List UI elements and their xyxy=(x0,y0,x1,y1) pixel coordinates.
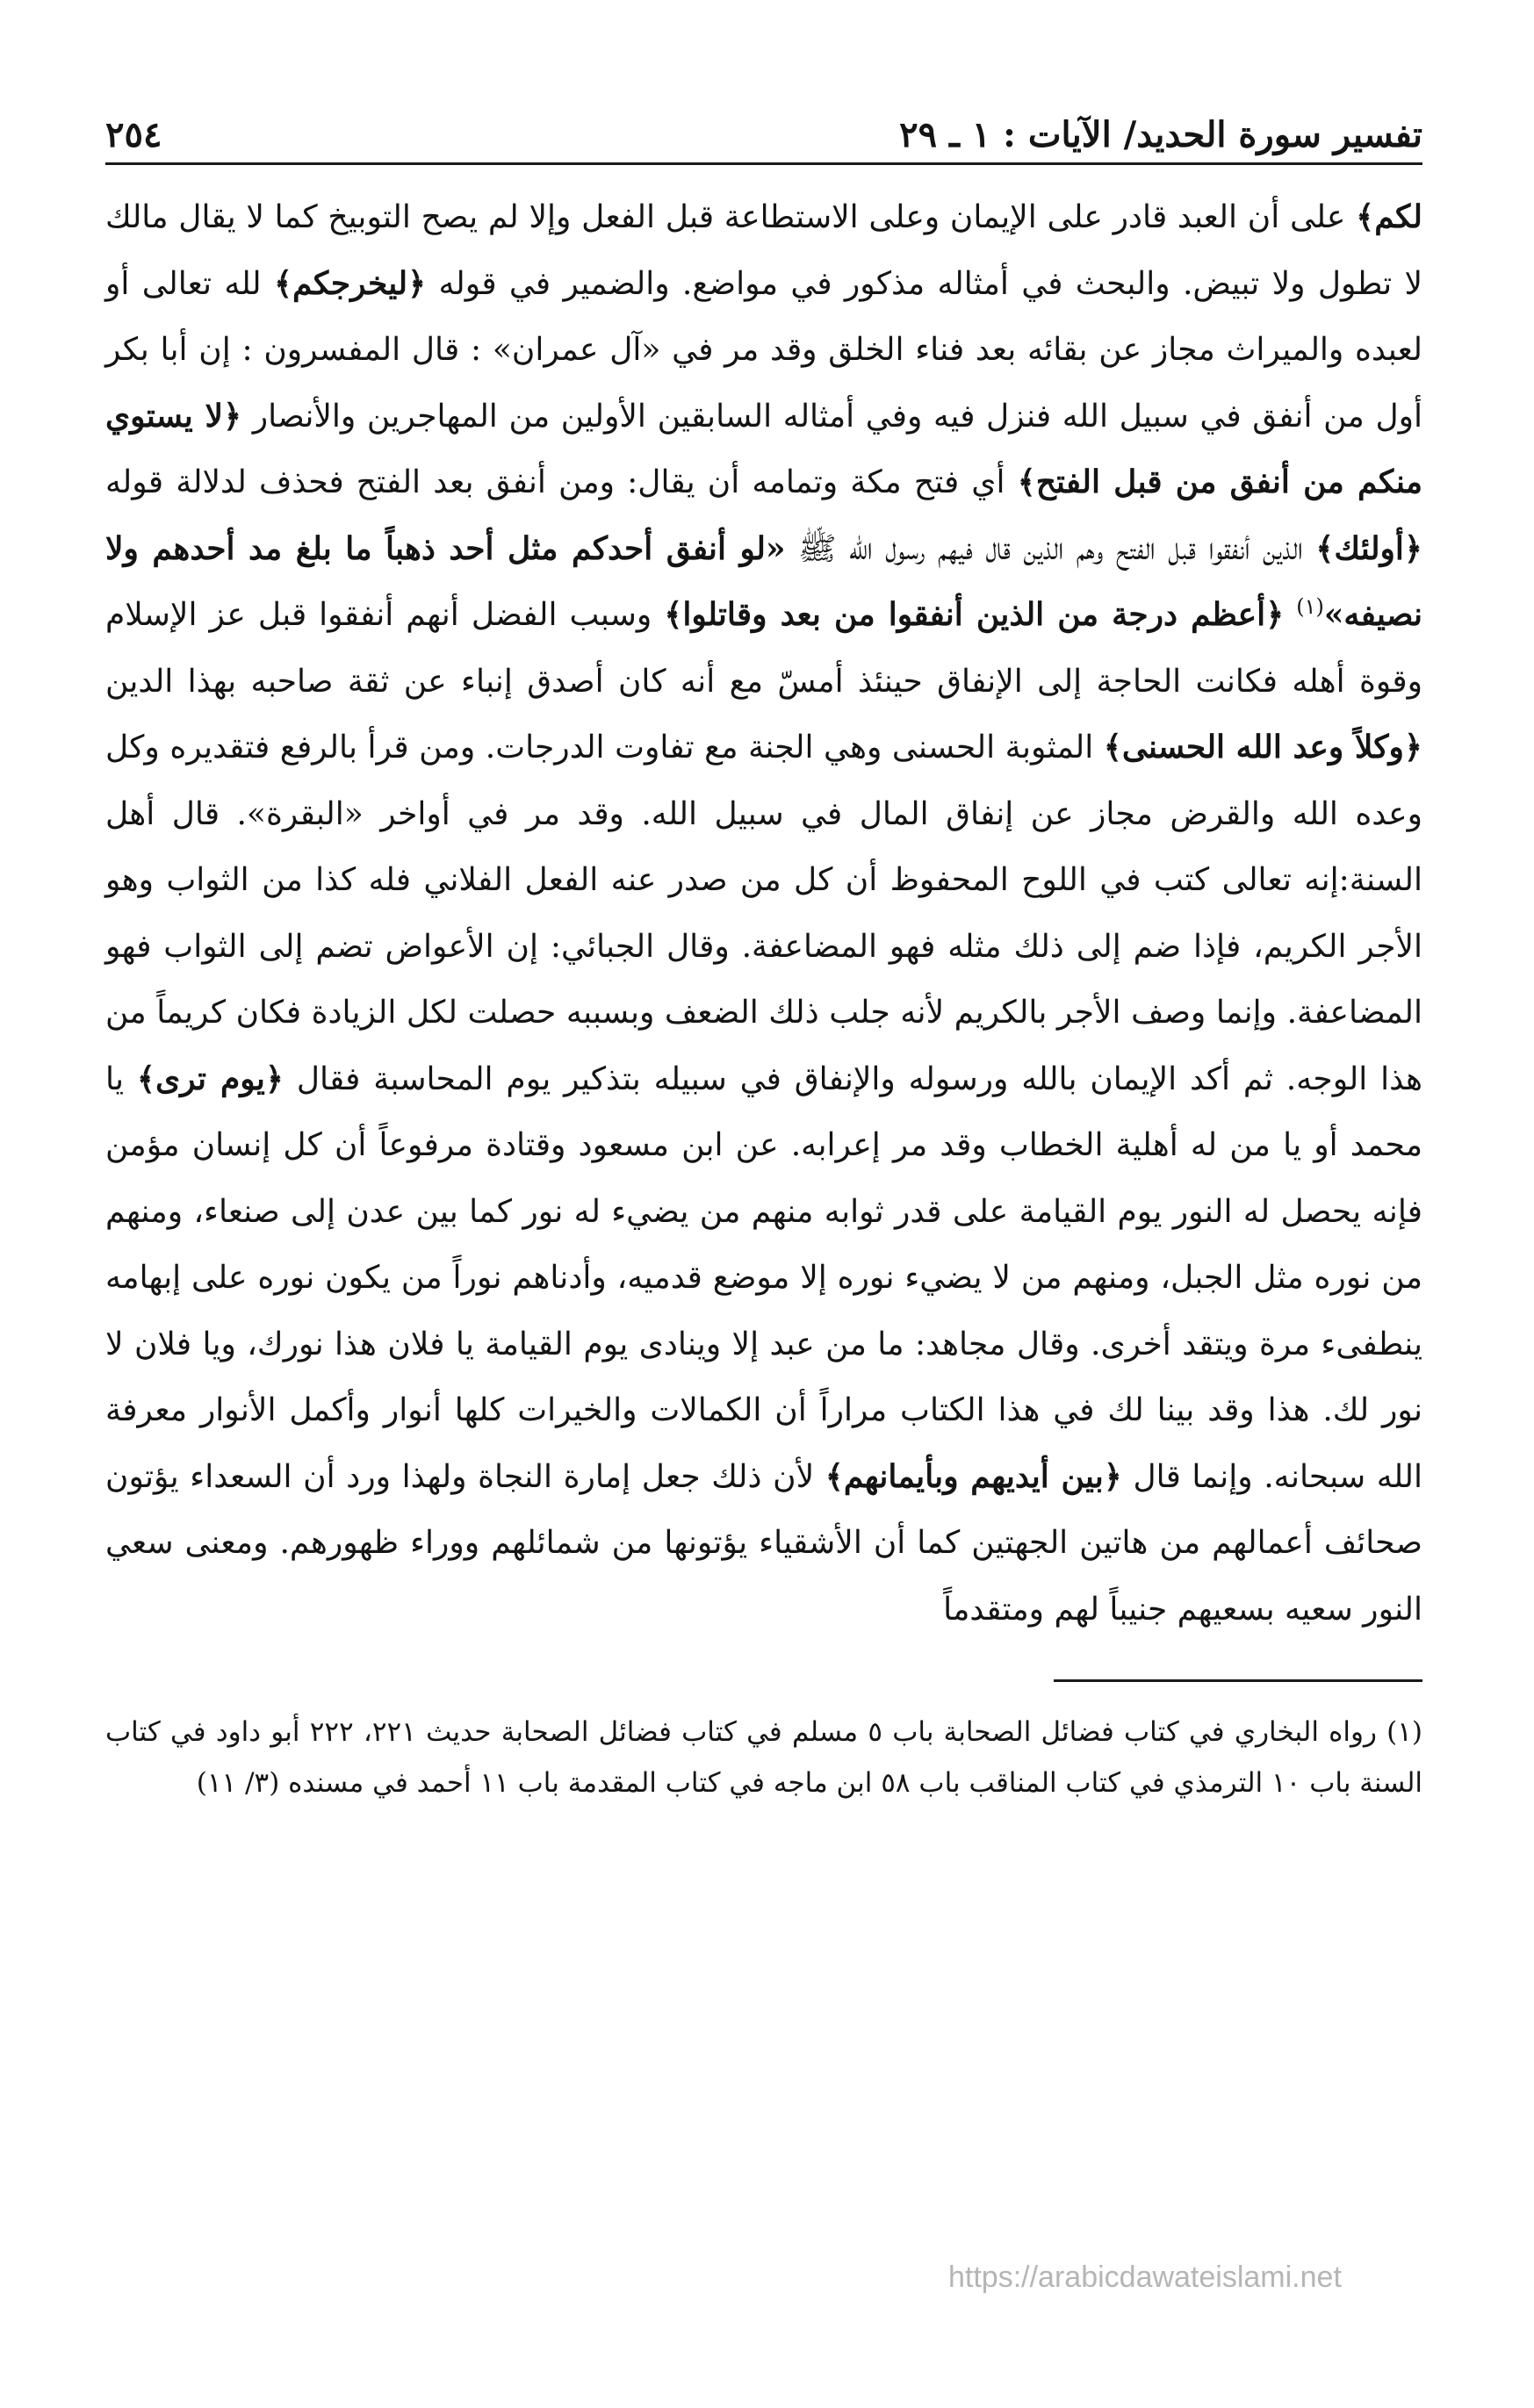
footnote-divider xyxy=(1054,1679,1422,1682)
footnote-reference: (١) xyxy=(1296,594,1324,619)
footnote-1: (١) رواه البخاري في كتاب فضائل الصحابة باب ٥ مسلم في كتاب فضائل الصحابة حديث ٢٢١، ٢٢٢ أبو داود في كتاب السنة باب ١٠ الترمذي في كتاب المناقب باب ٥٨ ابن ماجه في كتاب المقدمة باب ١١ أحمد في مسنده (٣/ ١١) xyxy=(105,1716,1423,1799)
page-number: ٢٥٤ xyxy=(105,114,162,155)
text-segment: المثوبة الحسنى وهي الجنة مع تفاوت الدرجات. ومن قرأ بالرفع فتقديره وكل وعده الله والقرض مجاز عن إنفاق المال في سبيل الله. وقد مر في أواخر «البقرة». قال أهل السنة:إنه تعالى كتب في اللوح المحفوظ أن كل من صدر عنه الفعل الفلاني فله كذا من الثواب وهو الأجر الكريم، فإذا ضم إلى ذلك مثله فهو المضاعفة. وقال الجبائي: إن الأعواض تضم إلى الثواب فهو المضاعفة. وإنما وصف الأجر بالكريم لأنه جلب ذلك الضعف وبسببه حصلت لكل الزيادة فكان كريماً من هذا الوجه. ثم أكد الإيمان بالله ورسوله والإنفاق في سبيله بتذكير يوم المحاسبة فقال xyxy=(105,730,1422,1097)
text-segment: على أن العبد قادر على الإيمان وعلى الاستطاعة قبل الفعل وإلا لم يصح التوبيخ كما لا يقال مالك لا تطول ولا تبيض. والبحث في أمثاله مذكور في مواضع. والضمير في قوله xyxy=(105,199,1423,302)
running-title: تفسير سورة الحديد/ الآيات : ١ ـ ٢٩ xyxy=(899,114,1422,155)
main-text xyxy=(105,184,1422,1642)
text-segment: لله تعالى أو لعبده والميراث مجاز عن بقائه بعد فناء الخلق وقد مر في «آل عمران» : xyxy=(105,265,1423,368)
text-segment: قال المفسرون : إن أبا بكر أول من أنفق في سبيل الله فنزل فيه وفي أمثاله xyxy=(105,332,1423,435)
quran-quote: ﴿يوم ترى﴾ xyxy=(136,1060,284,1097)
text-segment: الذين أنفقوا قبل الفتح وهم الذين قال فيهم رسول الله ﷺ xyxy=(785,530,1316,567)
body-paragraph xyxy=(105,184,1422,1642)
page-header xyxy=(105,97,1422,165)
quran-quote: ﴿أولئك﴾ xyxy=(1315,529,1423,567)
text-segment: يا محمد أو يا من له أهلية الخطاب وقد مر إعرابه. عن ابن مسعود وقتادة مرفوعاً أن كل إنسان مؤمن فإنه يحصل له النور يوم القيامة على قدر ثوابه منهم من يضيء له نور كما بين عدن إلى صنعاء، ومنهم من نوره مثل الجبل، ومنهم من لا يضيء نوره إلا موضع قدميه، وأدناهم نوراً من يكون نوره على إبهامه ينطفىء مرة ويتقد أخرى. وقال مجاهد: ما من عبد إلا وينادى يوم القيامة يا فلان هذا نورك، ويا فلان لا نور لك. هذا وقد بينا لك في هذا الكتاب مراراً أن الكمالات والخيرات كلها أنوار وأكمل الأنوار معرفة الله سبحانه. وإنما قال xyxy=(105,1060,1423,1495)
quran-quote: ﴿أعظم درجة من الذين أنفقوا من بعد وقاتلوا﴾ xyxy=(664,596,1285,633)
quran-quote: ﴿ليخرجكم﴾ xyxy=(273,264,427,302)
text-segment: أي فتح مكة وتمامه أن يقال: ومن أنفق بعد الفتح فحذف لدلالة قوله xyxy=(105,464,1018,500)
quran-fragment: لكم﴾ xyxy=(1356,198,1422,235)
watermark-url: https://arabicdawateislami.net xyxy=(948,2261,1342,2294)
book-page xyxy=(105,97,1422,2309)
hadith-quote: «لو أنفق أحدكم مثل أحد ذهباً ما بلغ مد أحدهم ولا نصيفه» xyxy=(105,529,1422,633)
text-segment: السابقين الأولين من المهاجرين والأنصار xyxy=(241,398,783,435)
quran-quote: ﴿وكلاً وعد الله الحسنى﴾ xyxy=(1103,729,1422,766)
text-segment: وسبب الفضل أنهم أنفقوا قبل عز الإسلام وقوة أهله فكانت الحاجة إلى الإنفاق حينئذ أمسّ مع أنه كان أصدق إنباء عن ثقة صاحبه بهذا الدين xyxy=(105,597,1422,700)
quran-quote: ﴿لا يستوي منكم من أنفق من قبل الفتح﴾ xyxy=(105,397,1423,500)
quran-quote: ﴿بين أيديهم وبأيمانهم﴾ xyxy=(825,1457,1122,1495)
footnotes xyxy=(105,1707,1422,1808)
text-segment: لأن ذلك جعل إمارة النجاة ولهذا ورد أن السعداء يؤتون صحائف أعمالهم من هاتين الجهتين كما أن الأشقياء يؤتونها من شمائلهم ووراء ظهورهم. ومعنى سعي النور سعيه بسعيهم جنيباً لهم ومتقدماً xyxy=(105,1458,1422,1628)
